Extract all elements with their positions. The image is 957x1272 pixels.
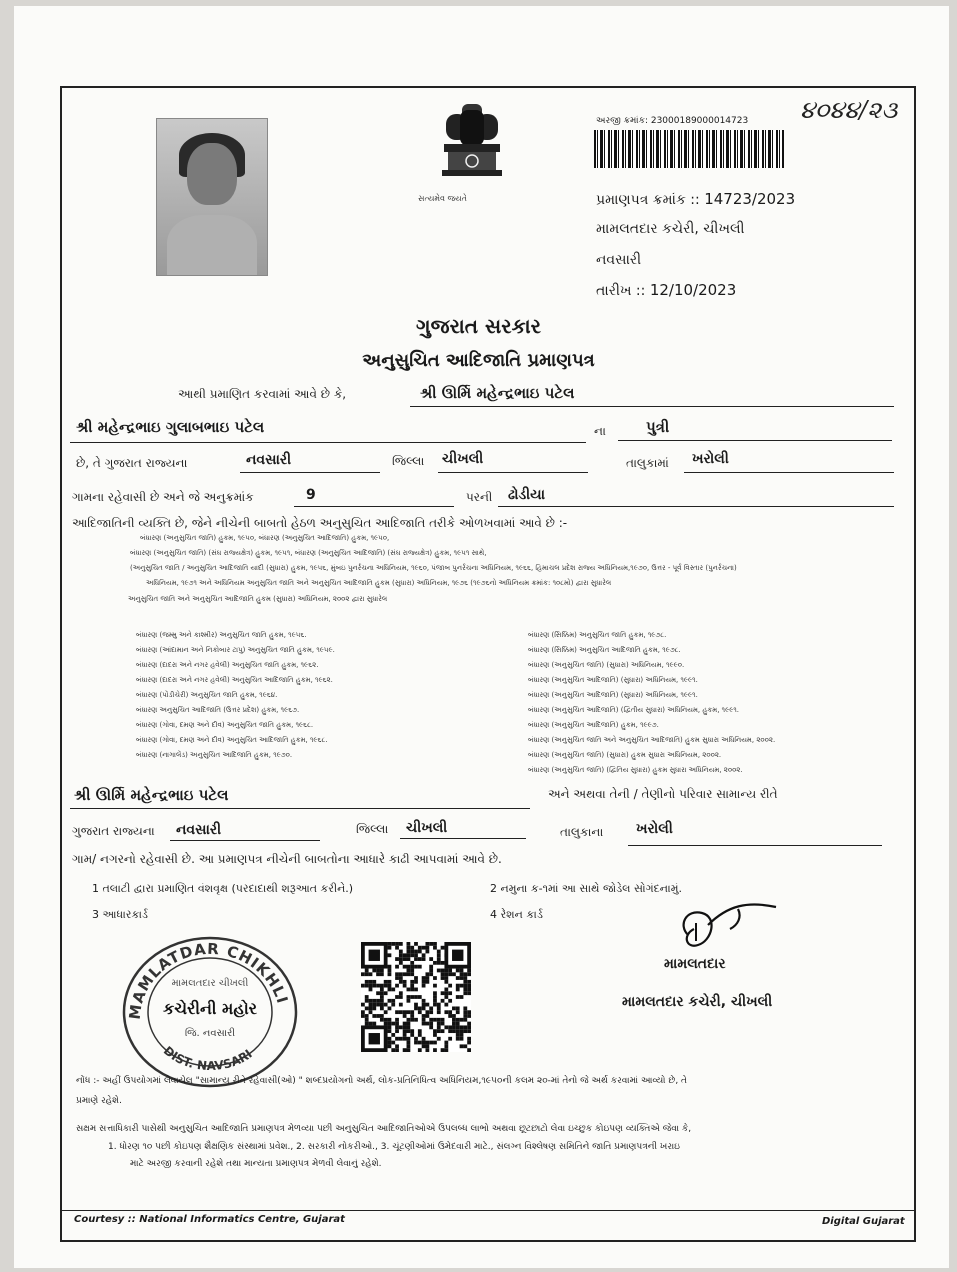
na-label: ના <box>594 424 606 438</box>
seal-bottom-text: DIST. NAVSARI <box>160 1043 255 1074</box>
order-line: અધિનિયમ, ૧૯૭૧ અને અધિનિયમ અનુસુચિત જાતિ અને અનુસુચિત આદિજાતિ હુકમ (સુધારા) અધિનિયમ, ૧૯૭૬ (૧૯૭૬નો અધિનિયમ ક્રમાંક: ૧૦૮મો) દ્વારા સુધારેલ <box>146 579 612 587</box>
order-line: બંધારણ (અનુસુચિત જાતિ) (સંઘ રાજ્યક્ષેત્ર) હુકમ, ૧૯૫૧, બંધારણ (અનુસુચિત આદિજાતિ) (સંઘ રાજ્યક્ષેત્ર) હુકમ, ૧૯૫૧ સાથે, <box>130 549 487 557</box>
applicant-photo <box>156 118 268 276</box>
footer-brand: Digital Gujarat <box>822 1216 905 1227</box>
taluka-label: તાલુકામાં <box>626 456 669 470</box>
order-line: (અનુસુચિત જાતિ / અનુસુચિત આદિજાતિ યાદી (સુધારા) હુકમ, ૧૯૫૬, મુંબઇ પુનર્રચના અધિનિયમ, ૧૯૬૦, પંજાબ પુનર્રચના અધિનિયમ, ૧૯૬૬, હિમાચલ પ્રદેશ રાજ્ય અધિનિયમ,૧૯૭૦, ઉત્તર - પૂર્વ વિસ્તાર (પુનર્રચના) <box>130 564 737 572</box>
issue-date: તારીખ :: 12/10/2023 <box>596 281 737 299</box>
svg-text:DIST. NAVSARI <box>161 1044 255 1074</box>
state-label-2: ગુજરાત રાજ્યના <box>72 824 155 838</box>
issuing-office: મામલતદાર કચેરી, ચીખલી <box>596 221 745 237</box>
father-name: શ્રી મહેન્દ્રભાઇ ગુલાબભાઇ પટેલ <box>76 418 265 436</box>
barcode <box>594 130 784 168</box>
office-seal-icon <box>118 924 302 1088</box>
order-line: બંધારણ (અનુસુચિત જાતિ) હુકમ, ૧૯૫૦, બંધારણ (અનુસુચિત આદિજાતિ) હુકમ, ૧૯૫૦, <box>140 534 390 542</box>
basis-text: ગામ/ નગરનો રહેવાસી છે. આ પ્રમાણપત્ર નીચેની બાબતોના આધારે કાઢી આપવામાં આવે છે. <box>72 852 502 866</box>
list-left-item: બંધારણ (ગોવા, દમણ અને દીવ) અનુસુચિત આદિજાતિ હુકમ, ૧૯૬૮. <box>136 736 328 744</box>
certificate-title: અનુસુચિત આદિજાતિ પ્રમાણપત્ર <box>362 350 595 371</box>
order-line: અનુસુચિત જાતિ અને અનુસુચિત આદિજાતિ હુકમ (સુધારા) અધિનિયમ, ૨૦૦૨ દ્વારા સુધારેલ <box>128 595 388 603</box>
list-right-item: બંધારણ (અનુસુચિત આદિજાતિ) (સુધારા) અધિનિયમ, ૧૯૯૧. <box>528 676 698 684</box>
person-name-repeat: શ્રી ઊર્મિ મહેન્દ્રભાઇ પટેલ <box>74 786 229 804</box>
signature <box>668 895 780 963</box>
village-2: ખરોલી <box>636 821 673 837</box>
certify-prefix: આથી પ્રમાણિત કરવામાં આવે છે કે, <box>178 387 347 401</box>
seal-inner-text: મામલતદાર ચીખલી <box>171 978 249 989</box>
government-title: ગુજરાત સરકાર <box>416 314 541 338</box>
list-left-item: બંધારણ (પોંડીચેરી) અનુસુચિત જાતિ હુકમ, ૧૯૬૪. <box>136 691 278 699</box>
list-left-item: બંધારણ અનુસુચિત આદિજાતિ (ઉત્તર પ્રદેશ) હુકમ, ૧૯૬૭. <box>136 706 300 714</box>
village: ખરોલી <box>692 451 729 467</box>
list-right-item: બંધારણ (સિક્કિમ) અનુસુચિત આદિજાતિ હુકમ, ૧૯૭૮. <box>528 646 681 654</box>
issuing-district: નવસારી <box>596 252 642 268</box>
list-right-item: બંધારણ (અનુસુચિત આદિજાતિ) હુકમ, ૧૯૯૭. <box>528 721 659 729</box>
list-right-item: બંધારણ (અનુસુચિત આદિજાતિ) (સુધારા) અધિનિયમ, ૧૯૯૧. <box>528 691 698 699</box>
list-right-item: બંધારણ (સિક્કિમ) અનુસુચિત જાતિ હુકમ, ૧૯૭૮. <box>528 631 667 639</box>
state-label: છે, તે ગુજરાત રાજ્યના <box>76 456 188 470</box>
list-right-item: બંધારણ (અનુસુચિત જાતિ અને અનુસુચિત આદિજાતિ) હુકમ સુધારા અધિનિયમ, ૨૦૦૨. <box>528 736 776 744</box>
list-right-item: બંધારણ (અનુસુચિત જાતિ) (સુધારા) અધિનિયમ, ૧૯૯૦. <box>528 661 685 669</box>
resident-label: ગામના રહેવાસી છે અને જે અનુક્રમાંક <box>72 490 254 504</box>
district-label-2: જિલ્લા <box>356 822 389 836</box>
signatory-office: મામલતદાર કચેરી, ચીખલી <box>622 994 773 1010</box>
handwritten-number: ૪૦૪૪/૨૩ <box>800 96 898 124</box>
list-left-item: બંધારણ (દાદરા અને નગર હવેલી) અનુસુચિત જાતિ હુકમ, ૧૯૬૨. <box>136 661 319 669</box>
list-right-item: બંધારણ (અનુસુચિત જાતિ) (સુધારા) હુકમ સુધારા અધિનિયમ, ૨૦૦૨. <box>528 751 722 759</box>
list-left-item: બંધારણ (નાગાલેંડ) અનુસુચિત આદિજાતિ હુકમ, ૧૯૭૦. <box>136 751 293 759</box>
sub-district-2: ચીખલી <box>406 820 448 836</box>
seal-lower-text: જિ. નવસારી <box>184 1028 236 1039</box>
doc-item: 4 રેશન કાર્ડ <box>490 908 543 921</box>
footer-courtesy: Courtesy :: National Informatics Centre, Gujarat <box>74 1214 345 1225</box>
emblem-motto: સત્યમેવ જયતે <box>418 194 467 203</box>
relation: પુત્રી <box>646 418 670 436</box>
footer-divider <box>60 1210 916 1211</box>
tribe-name: ઢોડીયા <box>508 487 546 503</box>
note-text: માટે અરજી કરવાની રહેશે તથા માન્યતા પ્રમાણપત્ર મેળવી લેવાનું રહેશે. <box>130 1159 382 1169</box>
application-number: અરજી ક્રમાંક: 23000189000014723 <box>596 116 749 126</box>
signatory-title: મામલતદાર <box>664 956 726 972</box>
serial-number: 9 <box>306 487 316 503</box>
district-2: નવસારી <box>176 822 222 838</box>
list-left-item: બંધારણ (જમ્મુ અને કાશ્મીર) અનુસુચિત જાતિ હુકમ, ૧૯૫૬. <box>136 631 307 639</box>
note-text: 1. ધોરણ ૧૦ પછી કોઇપણ શૈક્ષણિક સંસ્થામાં પ્રવેશ., 2. સરકારી નોકરીઓ., 3. ચૂંટણીઓમાં ઉમેદવારી માટે., સંલગ્ન વિશ્લેષણ સમિતિને જાતિ પ્રમાણપત્રની ખરાઇ <box>108 1142 680 1152</box>
seal-center-text: કચેરીની મહોર <box>163 999 257 1018</box>
certificate-number: પ્રમાણપત્ર ક્રમાંક :: 14723/2023 <box>596 190 796 208</box>
district: નવસારી <box>246 452 292 468</box>
doc-item: 1 તલાટી દ્વારા પ્રમાણિત વંશવૃક્ષ (પરદાદાથી શરૂઆત કરીને.) <box>92 882 354 895</box>
recognition-text: આદિજાતિની વ્યક્તિ છે, જેને નીચેની બાબતો હેઠળ અનુસુચિત આદિજાતિ તરીકે ઓળખવામાં આવે છે :- <box>72 516 568 530</box>
list-right-item: બંધારણ (અનુસુચિત જાતિ) (દ્વિતિય સુધારા) હુકમ સુધારા અધિનિયમ, ૨૦૦૨. <box>528 766 743 774</box>
list-left-item: બંધારણ (ગોવા, દમણ અને દીવ) અનુસુચિત જાતિ હુકમ, ૧૯૬૮. <box>136 721 314 729</box>
qr-code <box>358 942 474 1052</box>
list-right-item: બંધારણ (અનુસુચિત આદિજાતિ) (દ્વિતીય સુધારા) અધિનિયમ, હુકમ, ૧૯૯૧. <box>528 706 740 714</box>
note-text: નોંધ :- અહીં ઉપયોગમાં લેવાયેલ "સામાન્ય રીતે રહેવાસી(ઓ) " શબ્દપ્રયોગનો અર્થ, લોક-પ્રતિનિધિત્વ અધિનિયમ,૧૯૫૦ની કલમ ૨૦-માં તેનો જે અર્થ કરવામાં આવ્યો છે, તે <box>76 1076 688 1086</box>
tribe-label: પરની <box>466 490 493 504</box>
note-text: સક્ષમ સત્તાધિકારી પાસેથી અનુસુચિત આદિજાતિ પ્રમાણપત્ર મેળવ્યા પછી અનુસુચિત આદિજાતિઓએ ઉપલબ્ધ લાભો અથવા છૂટછાટો લેવા ઇચ્છુક કોઇપણ વ્યક્તિએ જેવા કે, <box>76 1124 692 1134</box>
list-left-item: બંધારણ (દાદરા અને નગર હવેલી) અનુસુચિત આદિજાતિ હુકમ, ૧૯૬૨. <box>136 676 333 684</box>
seal-ring-text: MAMLATDAR CHIKHLI <box>125 939 292 1021</box>
taluka-label-2: તાલુકાના <box>560 825 604 839</box>
district-label: જિલ્લા <box>392 454 425 468</box>
family-text: અને અથવા તેની / તેણીનો પરિવાર સામાન્ય રીતે <box>548 787 778 801</box>
sub-district: ચીખલી <box>442 451 484 467</box>
doc-item: 2 નમુના ક-૧માં આ સાથે જોડેલ સોગંદનામું. <box>490 882 682 895</box>
list-left-item: બંધારણ (આંદામાન અને નિકોબાર ટાપુ) અનુસુચિત જાતિ હુકમ, ૧૯૫૯. <box>136 646 335 654</box>
doc-item: 3 આધારકાર્ડ <box>92 908 148 921</box>
note-text: પ્રમાણે રહેશે. <box>76 1096 122 1106</box>
person-name: શ્રી ઊર્મિ મહેન્દ્રભાઇ પટેલ <box>420 384 575 402</box>
